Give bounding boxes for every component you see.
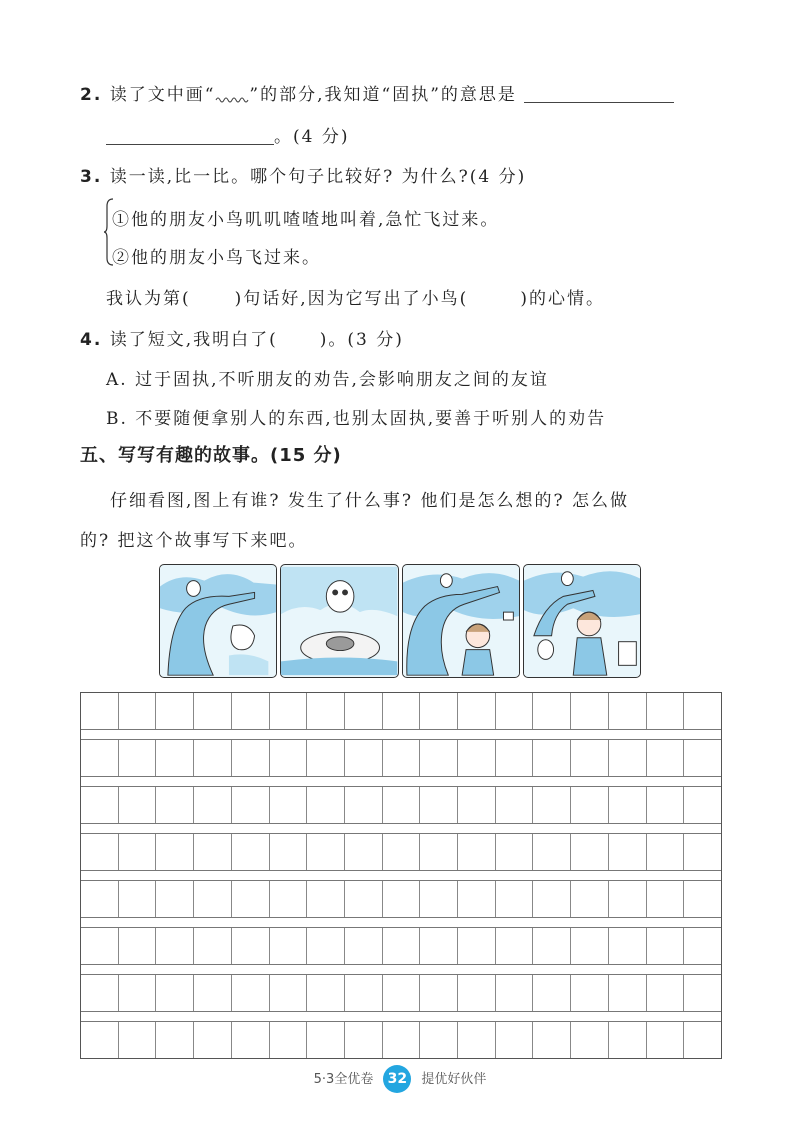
grid-cell[interactable]	[306, 740, 344, 776]
grid-cell[interactable]	[382, 881, 420, 917]
grid-cell[interactable]	[683, 1022, 721, 1058]
tree-girl-illustration	[403, 565, 519, 677]
question-number: 2.	[80, 85, 103, 105]
writing-grid[interactable]	[80, 692, 722, 1059]
question-number: 3.	[80, 167, 103, 187]
grid-cell[interactable]	[570, 1022, 608, 1058]
grid-row	[81, 739, 721, 776]
grid-cell[interactable]	[419, 881, 457, 917]
grid-cell[interactable]	[570, 928, 608, 964]
grid-cell[interactable]	[570, 881, 608, 917]
grid-cell[interactable]	[532, 834, 570, 870]
grid-cell[interactable]	[495, 928, 533, 964]
answer-text: )的心情。	[520, 289, 605, 309]
grid-cell[interactable]	[382, 693, 420, 729]
question-4	[80, 325, 404, 350]
grid-cell[interactable]	[457, 1022, 495, 1058]
grid-cell[interactable]	[457, 834, 495, 870]
grid-row	[81, 833, 721, 870]
grid-cell[interactable]	[532, 881, 570, 917]
instruction-line-1: 仔细看图,图上有谁? 发生了什么事? 他们是怎么想的? 怎么做	[110, 491, 629, 511]
grid-cell[interactable]	[570, 740, 608, 776]
grid-cell[interactable]	[608, 1022, 646, 1058]
grid-cell[interactable]	[608, 928, 646, 964]
grid-cell[interactable]	[570, 693, 608, 729]
grid-cell[interactable]	[532, 693, 570, 729]
tree-owl-sleeping-illustration	[160, 565, 276, 677]
grid-cell[interactable]	[231, 1022, 269, 1058]
grid-cell[interactable]	[269, 693, 307, 729]
page-footer	[0, 1065, 800, 1093]
grid-cell[interactable]	[231, 693, 269, 729]
question-3-answer	[106, 284, 605, 309]
grid-cell[interactable]	[419, 928, 457, 964]
story-picture-3	[402, 564, 520, 678]
grid-cell[interactable]	[532, 787, 570, 823]
grid-cell[interactable]	[495, 834, 533, 870]
grid-cell[interactable]	[118, 881, 156, 917]
grid-cell[interactable]	[457, 787, 495, 823]
grid-cell[interactable]	[382, 928, 420, 964]
grid-cell[interactable]	[532, 975, 570, 1011]
grid-cell[interactable]	[608, 834, 646, 870]
grid-cell[interactable]	[532, 1022, 570, 1058]
grid-cell[interactable]	[344, 834, 382, 870]
sentence-1: ①他的朋友小鸟叽叽喳喳地叫着,急忙飞过来。	[112, 210, 500, 230]
grid-cell[interactable]	[118, 693, 156, 729]
grid-cell[interactable]	[118, 740, 156, 776]
grid-cell[interactable]	[646, 1022, 684, 1058]
grid-cell[interactable]	[608, 881, 646, 917]
grid-cell[interactable]	[81, 975, 118, 1011]
grid-cell[interactable]	[646, 740, 684, 776]
grid-cell[interactable]	[683, 693, 721, 729]
grid-cell[interactable]	[683, 740, 721, 776]
grid-cell[interactable]	[457, 740, 495, 776]
grid-row-gap	[81, 1011, 721, 1021]
grid-cell[interactable]	[608, 975, 646, 1011]
grid-cell[interactable]	[193, 834, 231, 870]
grid-row-gap	[81, 917, 721, 927]
grid-cell[interactable]	[306, 834, 344, 870]
grid-cell[interactable]	[231, 975, 269, 1011]
grid-cell[interactable]	[193, 975, 231, 1011]
grid-cell[interactable]	[155, 881, 193, 917]
grid-cell[interactable]	[118, 1022, 156, 1058]
grid-row	[81, 927, 721, 964]
grid-cell[interactable]	[193, 787, 231, 823]
section-title: 五、写写有趣的故事。(15 分)	[80, 445, 342, 466]
answer-text: )句话好,因为它写出了小鸟(	[234, 289, 469, 309]
grid-row	[81, 974, 721, 1011]
grid-cell[interactable]	[495, 787, 533, 823]
question-2-line2	[106, 122, 349, 147]
grid-cell[interactable]	[118, 975, 156, 1011]
grid-row-gap	[81, 823, 721, 833]
grid-cell[interactable]	[193, 740, 231, 776]
grid-cell[interactable]	[457, 928, 495, 964]
grid-cell[interactable]	[608, 787, 646, 823]
grid-cell[interactable]	[81, 928, 118, 964]
grid-cell[interactable]	[646, 975, 684, 1011]
score-text: 。(4 分)	[274, 127, 350, 147]
story-picture-4	[523, 564, 641, 678]
grid-row	[81, 880, 721, 917]
grid-cell[interactable]	[495, 975, 533, 1011]
grid-cell[interactable]	[646, 787, 684, 823]
girl-bunny-illustration	[524, 565, 640, 677]
grid-cell[interactable]	[81, 740, 118, 776]
grid-cell[interactable]	[382, 975, 420, 1011]
grid-cell[interactable]	[269, 881, 307, 917]
grid-cell[interactable]	[118, 928, 156, 964]
question-text: 读一读,比一比。哪个句子比较好? 为什么?(4 分)	[109, 167, 527, 187]
grid-row	[81, 786, 721, 823]
grid-cell[interactable]	[646, 693, 684, 729]
grid-cell[interactable]	[269, 787, 307, 823]
grid-cell[interactable]	[193, 928, 231, 964]
grid-cell[interactable]	[683, 975, 721, 1011]
grid-cell[interactable]	[306, 928, 344, 964]
grid-cell[interactable]	[344, 928, 382, 964]
grid-cell[interactable]	[306, 787, 344, 823]
option-b[interactable]: B. 不要随便拿别人的东西,也别太固执,要善于听别人的劝告	[106, 409, 607, 429]
grid-cell[interactable]	[683, 787, 721, 823]
grid-cell[interactable]	[193, 1022, 231, 1058]
grid-cell[interactable]	[155, 928, 193, 964]
grid-cell[interactable]	[683, 928, 721, 964]
grid-cell[interactable]	[269, 1022, 307, 1058]
grid-cell[interactable]	[344, 1022, 382, 1058]
grid-cell[interactable]	[306, 975, 344, 1011]
grid-cell[interactable]	[269, 975, 307, 1011]
grid-cell[interactable]	[231, 881, 269, 917]
grid-cell[interactable]	[646, 928, 684, 964]
grid-cell[interactable]	[81, 693, 118, 729]
grid-cell[interactable]	[570, 834, 608, 870]
story-picture-1	[159, 564, 277, 678]
grid-cell[interactable]	[457, 881, 495, 917]
grid-cell[interactable]	[306, 1022, 344, 1058]
grid-cell[interactable]	[570, 975, 608, 1011]
grid-cell[interactable]	[231, 787, 269, 823]
grid-cell[interactable]	[231, 928, 269, 964]
grid-cell[interactable]	[118, 834, 156, 870]
grid-cell[interactable]	[193, 693, 231, 729]
answer-blank[interactable]	[106, 126, 274, 145]
story-picture-2	[280, 564, 398, 678]
question-text: ”的部分,我知道“固执”的意思是	[249, 85, 517, 105]
grid-row-gap	[81, 776, 721, 786]
question-3	[80, 162, 526, 187]
grid-cell[interactable]	[457, 693, 495, 729]
grid-cell[interactable]	[419, 834, 457, 870]
grid-cell[interactable]	[646, 834, 684, 870]
picture-strip	[159, 564, 641, 676]
grid-cell[interactable]	[532, 740, 570, 776]
grid-cell[interactable]	[382, 1022, 420, 1058]
grid-row-gap	[81, 729, 721, 739]
wavy-underline-icon	[215, 92, 249, 104]
grid-cell[interactable]	[495, 1022, 533, 1058]
grid-cell[interactable]	[344, 787, 382, 823]
grid-cell[interactable]	[193, 881, 231, 917]
grid-cell[interactable]	[570, 787, 608, 823]
grid-cell[interactable]	[81, 834, 118, 870]
grid-cell[interactable]	[419, 975, 457, 1011]
grid-row-gap	[81, 964, 721, 974]
grid-cell[interactable]	[683, 834, 721, 870]
grid-cell[interactable]	[457, 975, 495, 1011]
grid-cell[interactable]	[344, 693, 382, 729]
grid-cell[interactable]	[269, 834, 307, 870]
grid-cell[interactable]	[608, 740, 646, 776]
grid-cell[interactable]	[646, 881, 684, 917]
owl-nest-illustration	[281, 565, 397, 677]
answer-text: 我认为第(	[106, 289, 191, 309]
sentence-2: ②他的朋友小鸟飞过来。	[112, 248, 321, 268]
grid-cell[interactable]	[419, 693, 457, 729]
grid-cell[interactable]	[231, 834, 269, 870]
grid-cell[interactable]	[118, 787, 156, 823]
grid-cell[interactable]	[81, 1022, 118, 1058]
question-2	[80, 80, 674, 105]
grid-cell[interactable]	[344, 881, 382, 917]
grid-cell[interactable]	[269, 740, 307, 776]
footer-brand: 5·3全优卷	[313, 1072, 374, 1087]
footer-slogan: 提优好伙伴	[421, 1072, 487, 1087]
grid-cell[interactable]	[382, 834, 420, 870]
grid-cell[interactable]	[306, 693, 344, 729]
grid-cell[interactable]	[495, 740, 533, 776]
grid-cell[interactable]	[344, 740, 382, 776]
grid-cell[interactable]	[155, 1022, 193, 1058]
grid-cell[interactable]	[81, 881, 118, 917]
grid-cell[interactable]	[382, 740, 420, 776]
grid-cell[interactable]	[81, 787, 118, 823]
grid-cell[interactable]	[495, 881, 533, 917]
grid-cell[interactable]	[382, 787, 420, 823]
grid-cell[interactable]	[155, 787, 193, 823]
grid-cell[interactable]	[155, 740, 193, 776]
grid-cell[interactable]	[269, 928, 307, 964]
option-a[interactable]: A. 过于固执,不听朋友的劝告,会影响朋友之间的友谊	[106, 370, 549, 390]
grid-cell[interactable]	[155, 975, 193, 1011]
grid-cell[interactable]	[495, 693, 533, 729]
grid-row	[81, 1021, 721, 1058]
grid-row	[81, 693, 721, 729]
grid-cell[interactable]	[419, 1022, 457, 1058]
grid-cell[interactable]	[532, 928, 570, 964]
grid-cell[interactable]	[155, 693, 193, 729]
answer-blank[interactable]	[524, 84, 674, 103]
grid-cell[interactable]	[683, 881, 721, 917]
page-number-badge: 32	[383, 1065, 411, 1093]
question-text: 读了文中画“	[109, 85, 216, 105]
grid-row-gap	[81, 870, 721, 880]
grid-cell[interactable]	[231, 740, 269, 776]
grid-cell[interactable]	[155, 834, 193, 870]
grid-cell[interactable]	[419, 787, 457, 823]
question-text: 读了短文,我明白了(	[109, 330, 278, 350]
grid-cell[interactable]	[419, 740, 457, 776]
grid-cell[interactable]	[608, 693, 646, 729]
instruction-line-2: 的? 把这个故事写下来吧。	[80, 531, 308, 551]
grid-cell[interactable]	[306, 881, 344, 917]
grid-cell[interactable]	[344, 975, 382, 1011]
question-number: 4.	[80, 330, 103, 350]
score-text: )。(3 分)	[319, 330, 404, 350]
